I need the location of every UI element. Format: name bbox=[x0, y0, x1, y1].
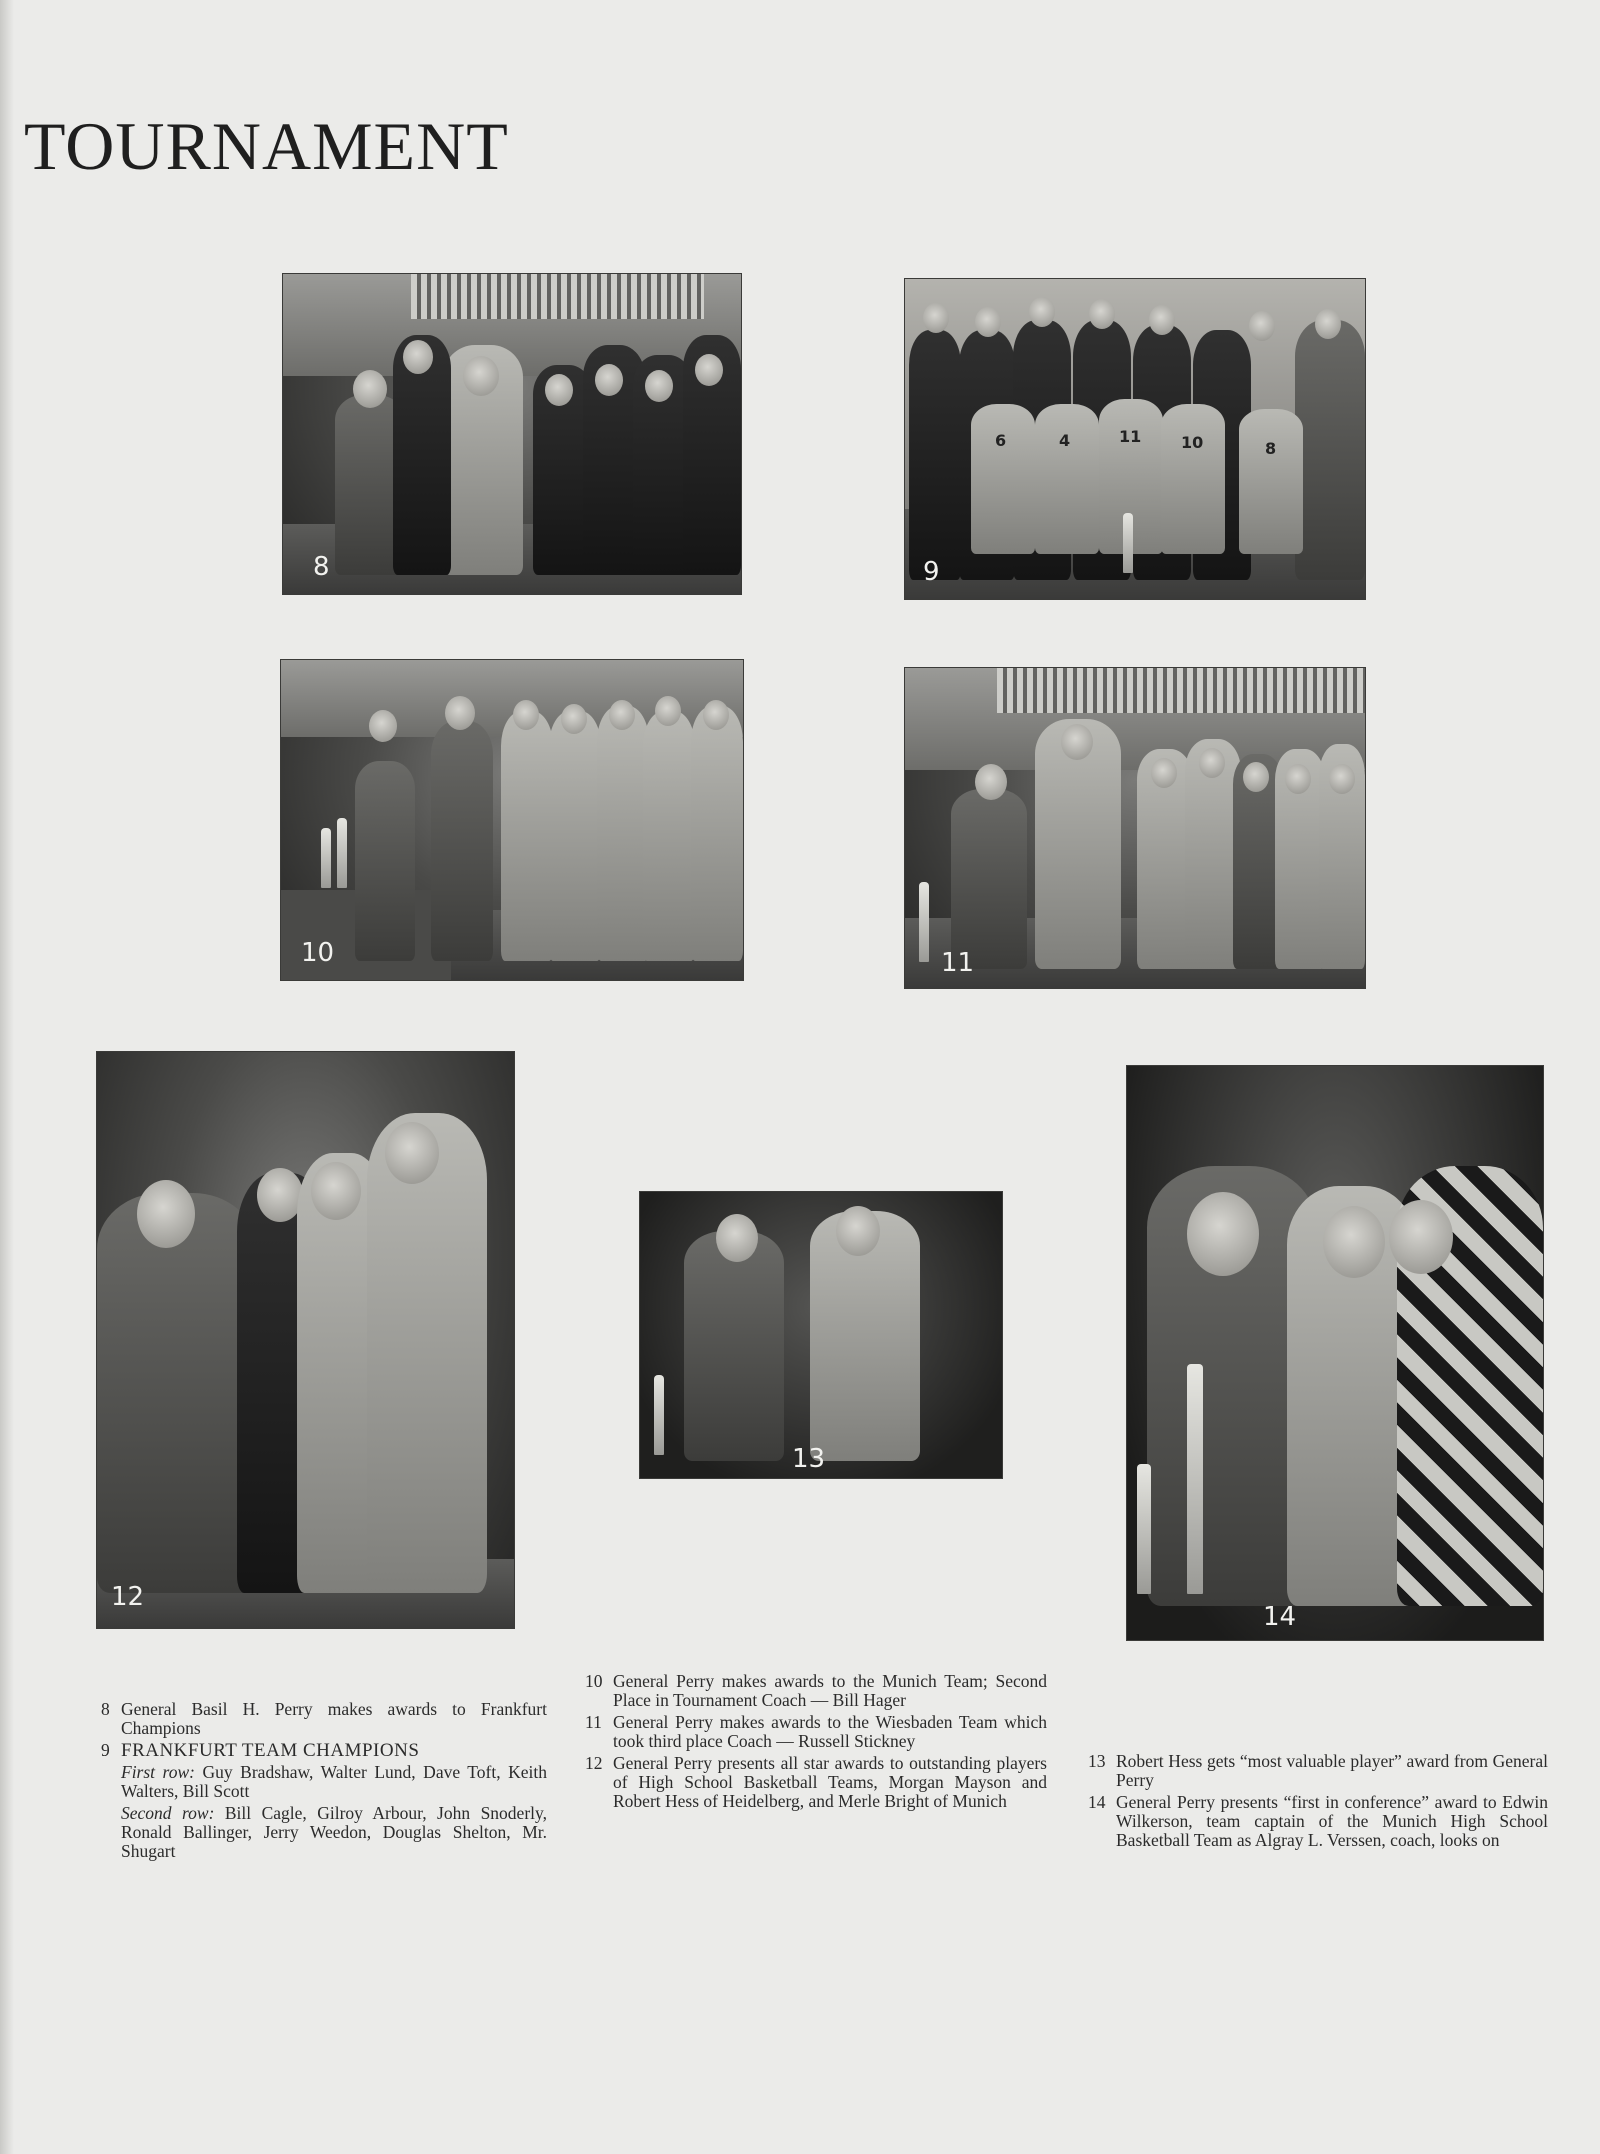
jersey-number: 10 bbox=[1181, 433, 1204, 452]
photo-13 bbox=[640, 1192, 1002, 1478]
photo-number: 9 bbox=[923, 557, 940, 587]
jersey-number: 4 bbox=[1059, 431, 1071, 450]
photo-number: 10 bbox=[301, 938, 335, 968]
caption-14: 14 General Perry presents “first in conference” award to Edwin Wilkerson, team captain of the Munich High School Basketball Team as Algray L. Verssen, coach, looks on bbox=[1088, 1792, 1548, 1850]
photo-11 bbox=[905, 668, 1365, 988]
page-title: TOURNAMENT bbox=[24, 108, 509, 184]
trophy bbox=[1187, 1364, 1203, 1594]
caption-13: 13 Robert Hess gets “most valuable player” award from General Perry bbox=[1088, 1751, 1548, 1790]
caption-9: 9 FRANKFURT TEAM CHAMPIONS bbox=[101, 1740, 420, 1761]
photo-10 bbox=[281, 660, 743, 980]
jersey-number: 11 bbox=[1119, 427, 1142, 446]
caption-9-second-row: Second row: Bill Cagle, Gilroy Arbour, John Snoderly, Ronald Ballinger, Jerry Weedon, Douglas Shelton, Mr. Shugart bbox=[121, 1803, 547, 1861]
photo-number: 13 bbox=[792, 1444, 826, 1474]
trophy bbox=[1137, 1464, 1151, 1594]
trophy bbox=[337, 818, 347, 888]
caption-9-first-row: First row: Guy Bradshaw, Walter Lund, Dave Toft, Keith Walters, Bill Scott bbox=[121, 1762, 547, 1801]
jersey-number: 8 bbox=[1265, 439, 1277, 458]
photo-number: 8 bbox=[313, 552, 330, 582]
photo-number: 14 bbox=[1263, 1602, 1297, 1632]
gym-windows bbox=[997, 668, 1365, 713]
caption-10: 10 General Perry makes awards to the Munich Team; Second Place in Tournament Coach — Bill Hager bbox=[585, 1671, 1047, 1710]
jersey-number: 6 bbox=[995, 431, 1007, 450]
trophy bbox=[654, 1375, 664, 1455]
gym-windows bbox=[411, 274, 704, 319]
photo-number: 12 bbox=[111, 1582, 145, 1612]
photo-number: 11 bbox=[941, 948, 975, 978]
caption-column-middle bbox=[585, 1672, 1047, 1814]
caption-column-left bbox=[101, 1700, 547, 1864]
page-binding-edge bbox=[0, 0, 14, 2154]
trophy bbox=[1123, 513, 1133, 573]
photo-9 bbox=[905, 279, 1365, 599]
caption-column-right bbox=[1088, 1752, 1548, 1853]
photo-14 bbox=[1127, 1066, 1543, 1640]
photo-8 bbox=[283, 274, 741, 594]
photo-12 bbox=[97, 1052, 514, 1628]
caption-8: 8 General Basil H. Perry makes awards to Frankfurt Champions bbox=[101, 1699, 547, 1738]
caption-12: 12 General Perry presents all star awards to outstanding players of High School Basketball Teams, Morgan Mayson and Robert Hess of Heidelberg, and Merle Bright of Munich bbox=[585, 1753, 1047, 1811]
caption-11: 11 General Perry makes awards to the Wiesbaden Team which took third place Coach — Russell Stickney bbox=[585, 1712, 1047, 1751]
trophy bbox=[919, 882, 929, 962]
trophy bbox=[321, 828, 331, 888]
